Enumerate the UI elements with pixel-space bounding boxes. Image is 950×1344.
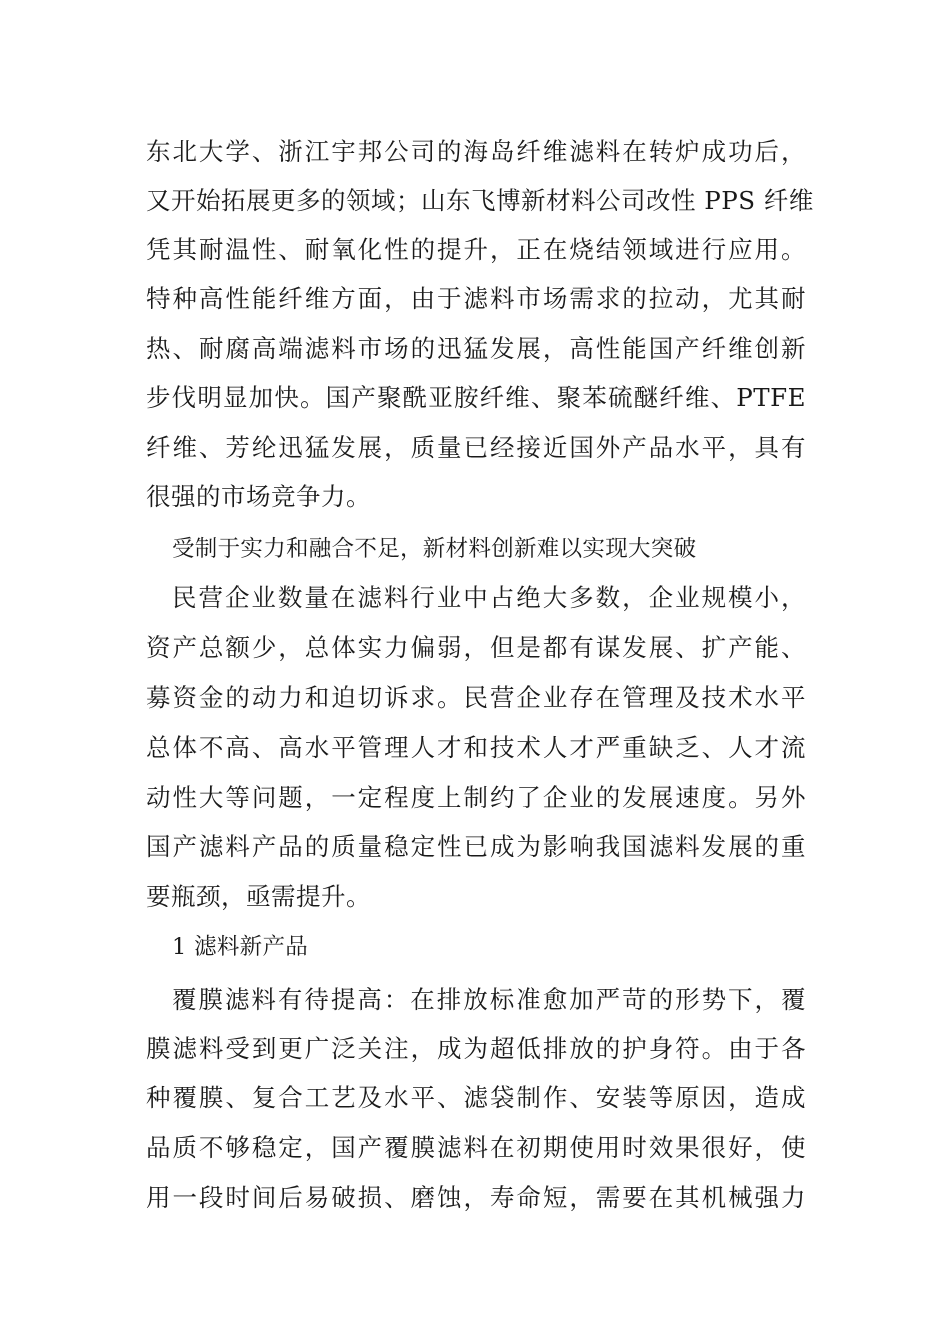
section-heading-2: 1 滤料新产品 [172,934,309,960]
paragraph-1-line-2: 又开始拓展更多的领域；山东飞博新材料公司改性 PPS 纤维 [146,186,814,215]
paragraph-1-line-4: 特种高性能纤维方面，由于滤料市场需求的拉动，尤其耐 [146,284,806,313]
paragraph-1-line-1: 东北大学、浙江宇邦公司的海岛纤维滤料在转炉成功后， [146,137,806,166]
paragraph-1-line-8: 很强的市场竞争力。 [146,482,371,511]
paragraph-3-line-1: 覆膜滤料有待提高：在排放标准愈加严苛的形势下，覆 [172,985,806,1014]
paragraph-3-line-2: 膜滤料受到更广泛关注，成为超低排放的护身符。由于各 [146,1034,806,1063]
paragraph-2-line-7: 要瓶颈，亟需提升。 [146,882,371,911]
paragraph-1-line-7: 纤维、芳纶迅猛发展，质量已经接近国外产品水平，具有 [146,433,806,462]
paragraph-1-line-3: 凭其耐温性、耐氧化性的提升，正在烧结领域进行应用。 [146,235,806,264]
paragraph-2-line-3: 募资金的动力和迫切诉求。民营企业存在管理及技术水平 [146,683,806,712]
paragraph-2-line-4: 总体不高、高水平管理人才和技术人才严重缺乏、人才流 [146,733,806,762]
paragraph-2-line-2: 资产总额少，总体实力偏弱，但是都有谋发展、扩产能、 [146,633,806,662]
paragraph-2-line-5: 动性大等问题，一定程度上制约了企业的发展速度。另外 [146,783,806,812]
paragraph-3-line-4: 品质不够稳定，国产覆膜滤料在初期使用时效果很好，使 [146,1133,806,1162]
paragraph-2-line-1: 民营企业数量在滤料行业中占绝大多数，企业规模小， [172,583,806,612]
paragraph-1-line-6: 步伐明显加快。国产聚酰亚胺纤维、聚苯硫醚纤维、PTFE [146,383,806,412]
paragraph-2-line-6: 国产滤料产品的质量稳定性已成为影响我国滤料发展的重 [146,832,806,861]
paragraph-3-line-5: 用一段时间后易破损、磨蚀，寿命短，需要在其机械强力 [146,1183,806,1212]
paragraph-3-line-3: 种覆膜、复合工艺及水平、滤袋制作、安装等原因，造成 [146,1083,806,1112]
paragraph-1-line-5: 热、耐腐高端滤料市场的迅猛发展，高性能国产纤维创新 [146,334,806,363]
section-heading-1: 受制于实力和融合不足，新材料创新难以实现大突破 [172,536,697,562]
